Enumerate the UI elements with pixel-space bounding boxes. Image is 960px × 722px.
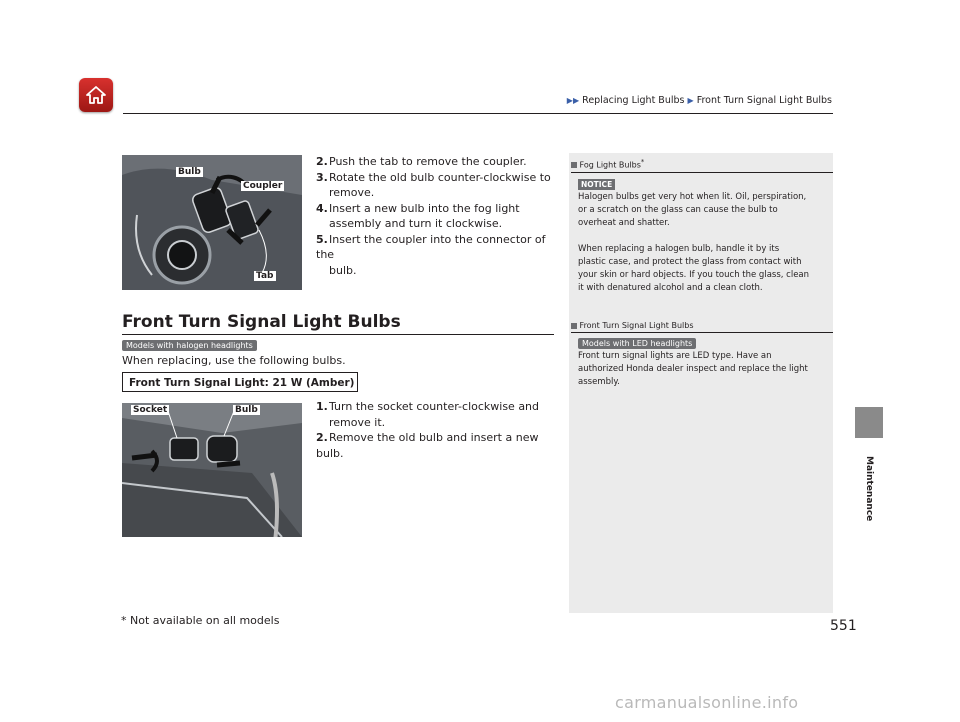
watermark: carmanualsonline.info (615, 693, 799, 712)
step-item: 5.Insert the coupler into the connector of the (316, 232, 546, 261)
home-button[interactable] (79, 78, 113, 112)
step-item-cont: bulb. (329, 263, 357, 277)
triangle-right-icon: ▶▶ (566, 96, 580, 105)
note-rule (571, 172, 833, 173)
reference-marker-icon (571, 162, 577, 168)
step-item-cont: remove. (329, 186, 375, 199)
chapter-label: Maintenance (864, 456, 874, 522)
step-item: 2.Remove the old bulb and insert a new bulb. (316, 431, 539, 460)
note-turn-title[interactable]: Front Turn Signal Light Bulbs (571, 321, 693, 330)
intro-text: When replacing, use the following bulbs. (122, 354, 346, 367)
callout-coupler: Coupler (243, 181, 283, 191)
header-rule (123, 113, 833, 114)
note-turn-text: Front turn signal lights are LED type. Have an authorized Honda dealer inspect and replace the light assembly. (578, 351, 808, 387)
triangle-right-icon: ▶ (687, 96, 694, 105)
step-item: 2.Push the tab to remove the coupler. (316, 155, 527, 168)
breadcrumb-item-light-bulbs[interactable]: Replacing Light Bulbs (582, 95, 685, 106)
callout-tab: Tab (256, 271, 274, 281)
chapter-tab[interactable] (855, 407, 883, 438)
note-fog-title[interactable]: Fog Light Bulbs* (571, 158, 644, 170)
heading-rule (122, 334, 554, 335)
breadcrumb-item-turn-signal: Front Turn Signal Light Bulbs (696, 95, 832, 106)
reference-marker-icon (571, 323, 577, 329)
step-item-cont: remove it. (329, 415, 386, 429)
section-heading: Front Turn Signal Light Bulbs (122, 312, 401, 332)
turn-signal-illustration (122, 403, 302, 537)
fog-light-drawing (122, 155, 302, 290)
step-item: 3.Rotate the old bulb counter-clockwise to (316, 170, 551, 184)
bulb-spec-box: Front Turn Signal Light: 21 W (Amber) (122, 372, 358, 392)
turn-signal-drawing (122, 403, 302, 537)
turn-steps (316, 399, 561, 461)
note-fog-warning: Halogen bulbs get very hot when lit. Oil, perspiration, or a scratch on the glass can cause the bulb to overheat and shatter. When replacing a halogen bulb, handle it by its plastic case, and protect the glass from contact with your skin or hard objects. If you touch the glass, clean it with denatured alcohol and a clean cloth. (578, 192, 810, 293)
callout-socket: Socket (133, 405, 168, 415)
footnote: * Not available on all models (121, 614, 280, 627)
callout-bulb-2: Bulb (235, 405, 258, 415)
fog-steps (316, 154, 561, 278)
home-icon (85, 85, 107, 105)
step-item: 4.Insert a new bulb into the fog light (316, 201, 520, 215)
step-item: 1.Turn the socket counter-clockwise and (316, 400, 540, 413)
led-model-badge: Models with LED headlights (578, 338, 696, 349)
step-item-cont: assembly and turn it clockwise. (329, 217, 503, 230)
model-badge: Models with halogen headlights (122, 340, 257, 351)
fog-light-illustration (122, 155, 302, 290)
page-number: 551 (830, 618, 857, 634)
breadcrumb (567, 95, 832, 106)
note-rule (571, 332, 833, 333)
notice-badge: NOTICE (578, 179, 615, 190)
callout-bulb: Bulb (178, 167, 201, 177)
